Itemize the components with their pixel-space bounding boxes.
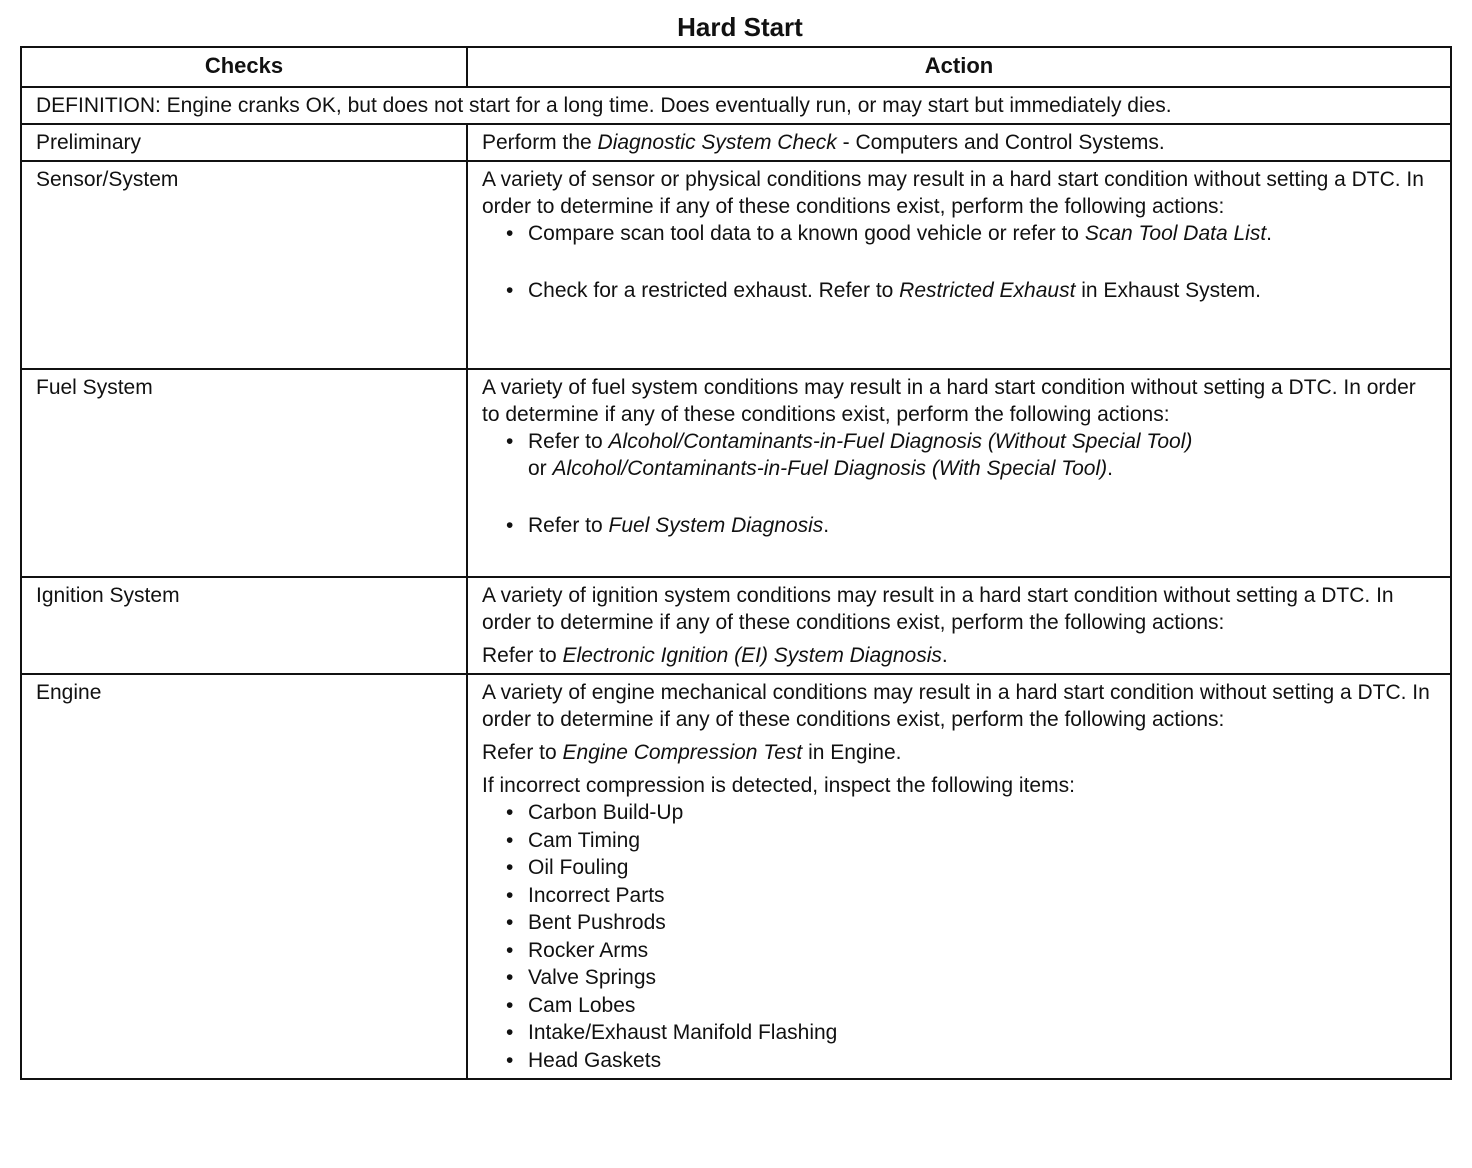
list-item bbox=[502, 428, 1436, 482]
action-list bbox=[482, 220, 1436, 304]
action-refer bbox=[482, 739, 1436, 766]
action-header: Action bbox=[467, 47, 1451, 87]
alcohol-with-tool-ref: Alcohol/Contaminants-in-Fuel Diagnosis (With Special Tool) bbox=[552, 457, 1108, 480]
hard-start-table bbox=[20, 46, 1452, 1080]
header-row bbox=[21, 47, 1451, 87]
list-item: • Intake/Exhaust Manifold Flashing bbox=[502, 1019, 1436, 1047]
inspect-text: If incorrect compression is detected, inspect the following items: bbox=[482, 774, 1075, 797]
item-text: Compare scan tool data to a known good vehicle or refer to bbox=[528, 222, 1085, 245]
action-refer bbox=[482, 642, 1436, 669]
check-sensor-system: Sensor/System bbox=[21, 161, 467, 369]
action-ignition-system bbox=[467, 577, 1451, 674]
list-item: • Cam Timing bbox=[502, 827, 1436, 855]
list-item: • Rocker Arms bbox=[502, 937, 1436, 965]
item-text: . bbox=[1107, 457, 1113, 480]
action-intro: A variety of engine mechanical conditions may result in a hard start condition without setting a DTC. In order to determine if any of these conditions exist, perform the following actions: bbox=[482, 681, 1430, 731]
list-item: • Oil Fouling bbox=[502, 854, 1436, 882]
action-list bbox=[482, 428, 1436, 539]
list-item: • Head Gaskets bbox=[502, 1047, 1436, 1075]
check-ignition-system: Ignition System bbox=[21, 577, 467, 674]
list-item: • Carbon Build-Up bbox=[502, 799, 1436, 827]
diagnostic-system-check-ref: Diagnostic System Check bbox=[597, 131, 837, 154]
list-item: • Valve Springs bbox=[502, 964, 1436, 992]
item-text: Check for a restricted exhaust. Refer to bbox=[528, 279, 900, 302]
inspect-list bbox=[482, 799, 1436, 1074]
item-text: . bbox=[941, 644, 948, 667]
list-item bbox=[502, 512, 1436, 539]
list-item: • Cam Lobes bbox=[502, 992, 1436, 1020]
item-text: . bbox=[1266, 222, 1273, 245]
checks-header: Checks bbox=[21, 47, 467, 87]
action-text: Perform the bbox=[482, 131, 598, 154]
check-fuel-system: Fuel System bbox=[21, 369, 467, 577]
action-fuel-system bbox=[467, 369, 1451, 577]
restricted-exhaust-ref: Restricted Exhaust bbox=[899, 279, 1076, 302]
action-preliminary bbox=[467, 124, 1451, 161]
item-text: Refer to bbox=[528, 514, 609, 537]
definition-text: DEFINITION: Engine cranks OK, but does not start for a long time. Does eventually run, or may start but immediately dies. bbox=[21, 87, 1451, 124]
action-engine bbox=[467, 674, 1451, 1079]
list-item: • Incorrect Parts bbox=[502, 882, 1436, 910]
action-intro: A variety of fuel system conditions may result in a hard start condition without setting a DTC. In order to determine if any of these conditions exist, perform the following actions: bbox=[482, 376, 1416, 426]
list-item bbox=[502, 220, 1436, 247]
table-row bbox=[21, 124, 1451, 161]
item-text: Refer to bbox=[528, 430, 609, 453]
list-item: • Bent Pushrods bbox=[502, 909, 1436, 937]
engine-compression-test-ref: Engine Compression Test bbox=[562, 741, 803, 764]
list-item bbox=[502, 277, 1436, 304]
page-title: Hard Start bbox=[677, 12, 803, 42]
definition-row bbox=[21, 87, 1451, 124]
item-text: . bbox=[823, 514, 830, 537]
check-preliminary: Preliminary bbox=[21, 124, 467, 161]
alcohol-without-tool-ref: Alcohol/Contaminants-in-Fuel Diagnosis (Without Special Tool) bbox=[608, 430, 1193, 453]
fuel-system-diagnosis-ref: Fuel System Diagnosis bbox=[608, 514, 824, 537]
action-sensor-system bbox=[467, 161, 1451, 369]
item-text: Refer to bbox=[482, 644, 563, 667]
table-row bbox=[21, 161, 1451, 369]
table-row bbox=[21, 674, 1451, 1079]
item-text: Refer to bbox=[482, 741, 563, 764]
action-text: - Computers and Control Systems. bbox=[836, 131, 1165, 154]
item-text: in Engine. bbox=[802, 741, 902, 764]
scan-tool-data-list-ref: Scan Tool Data List bbox=[1084, 222, 1267, 245]
ei-system-diagnosis-ref: Electronic Ignition (EI) System Diagnosis bbox=[562, 644, 942, 667]
action-intro: A variety of sensor or physical conditions may result in a hard start condition without setting a DTC. In order to determine if any of these conditions exist, perform the following actions: bbox=[482, 168, 1424, 218]
table-row bbox=[21, 369, 1451, 577]
table-row bbox=[21, 577, 1451, 674]
item-text: or bbox=[528, 457, 553, 480]
check-engine: Engine bbox=[21, 674, 467, 1079]
item-text: in Exhaust System. bbox=[1075, 279, 1261, 302]
action-intro: A variety of ignition system conditions may result in a hard start condition without setting a DTC. In order to determine if any of these conditions exist, perform the following actions: bbox=[482, 584, 1394, 634]
